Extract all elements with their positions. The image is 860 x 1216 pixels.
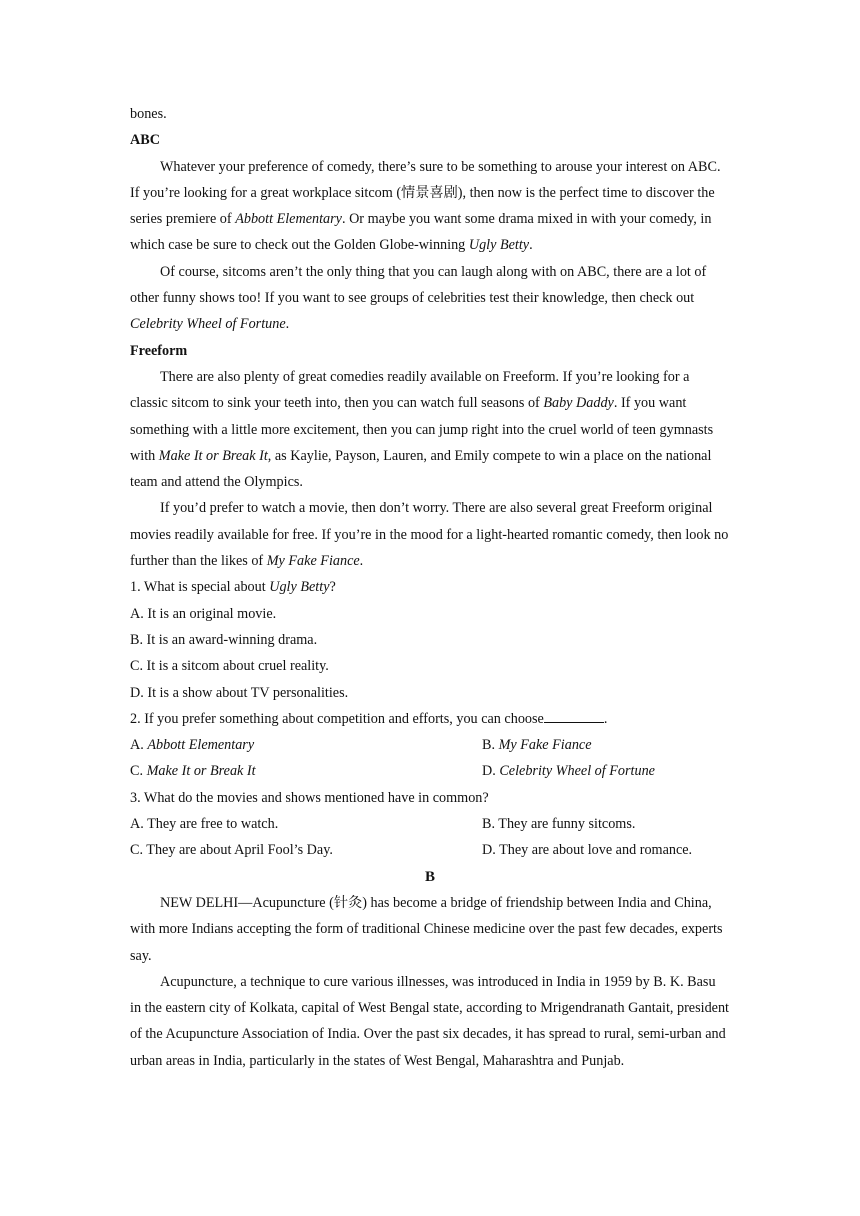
question-2-option-b: B. My Fake Fiance [482, 737, 592, 754]
question-1-option-c: C. It is a sitcom about cruel reality. [130, 658, 329, 675]
question-2-option-a: A. Abbott Elementary [130, 737, 255, 754]
question-2-option-c: C. Make It or Break It [130, 763, 256, 780]
question-2-option-d: D. Celebrity Wheel of Fortune [482, 763, 655, 780]
question-3-option-c: C. They are about April Fool’s Day. [130, 842, 333, 859]
question-3-options-row-2 [130, 837, 730, 863]
question-3-stem: 3. What do the movies and shows mentioned have in common? [130, 789, 489, 806]
freeform-paragraph-1: There are also plenty of great comedies readily available on Freeform. If you’re looking for a classic sitcom to sink your teeth into, then you can watch full seasons of Baby Daddy. If you want something with a little more excitement, then you can jump right into the cruel world of teen gymnasts with Make It or Break It, as Kaylie, Payson, Lauren, and Emily compete to win a place on the national team and attend the Olympics. [130, 368, 714, 491]
document-content [130, 101, 730, 1074]
freeform-paragraph-2: If you’d prefer to watch a movie, then don’t worry. There are also several great Freeform original movies readily available for free. If you’re in the mood for a light-hearted romantic comedy, then look no further than the likes of My Fake Fiance. [130, 500, 729, 570]
question-3-option-a: A. They are free to watch. [130, 816, 279, 833]
question-2-options-row-2 [130, 758, 730, 784]
question-3-option-d: D. They are about love and romance. [482, 842, 693, 859]
abc-paragraph-1: Whatever your preference of comedy, there’s sure to be something to arouse your interest on ABC. If you’re looking for a great workplace sitcom (情景喜剧), then now is the perfect time to discover the series premiere of Abbott Elementary. Or maybe you want some drama mixed in with your comedy, in which case be sure to check out the Golden Globe-winning Ugly Betty. [130, 158, 721, 254]
question-1-option-b: B. It is an award-winning drama. [130, 631, 318, 648]
passage-b-paragraph-1: NEW DELHI—Acupuncture (针灸) has become a bridge of friendship between India and China, with more Indians accepting the form of traditional Chinese medicine over the past few decades, experts say. [130, 894, 723, 964]
question-3-options-row-1 [130, 811, 730, 837]
section-heading-abc: ABC [130, 132, 160, 149]
question-3-option-b: B. They are funny sitcoms. [482, 816, 636, 833]
question-2-stem: 2. If you prefer something about competition and efforts, you can choose . [130, 706, 730, 732]
question-1-option-d: D. It is a show about TV personalities. [130, 684, 349, 701]
passage-b-paragraph-2: Acupuncture, a technique to cure various illnesses, was introduced in India in 1959 by B. K. Basu in the eastern city of Kolkata, capital of West Bengal state, according to Mrigendranath Gantait, president of the Acupuncture Association of India. Over the past six decades, it has spread to rural, semi-urban and urban areas in India, particularly in the states of West Bengal, Maharashtra and Punjab. [130, 973, 729, 1069]
question-1-stem: 1. What is special about Ugly Betty? [130, 579, 336, 596]
section-title-b: B [424, 868, 435, 885]
section-heading-freeform: Freeform [130, 342, 188, 359]
continued-line: bones. [130, 106, 167, 122]
question-2-options-row-1 [130, 732, 730, 758]
answer-blank [544, 708, 604, 723]
question-1-option-a: A. It is an original movie. [130, 605, 277, 622]
abc-paragraph-2: Of course, sitcoms aren’t the only thing that you can laugh along with on ABC, there are a lot of other funny shows too! If you want to see groups of celebrities test their knowledge, then check out Celebrity Wheel of Fortune. [130, 263, 707, 333]
